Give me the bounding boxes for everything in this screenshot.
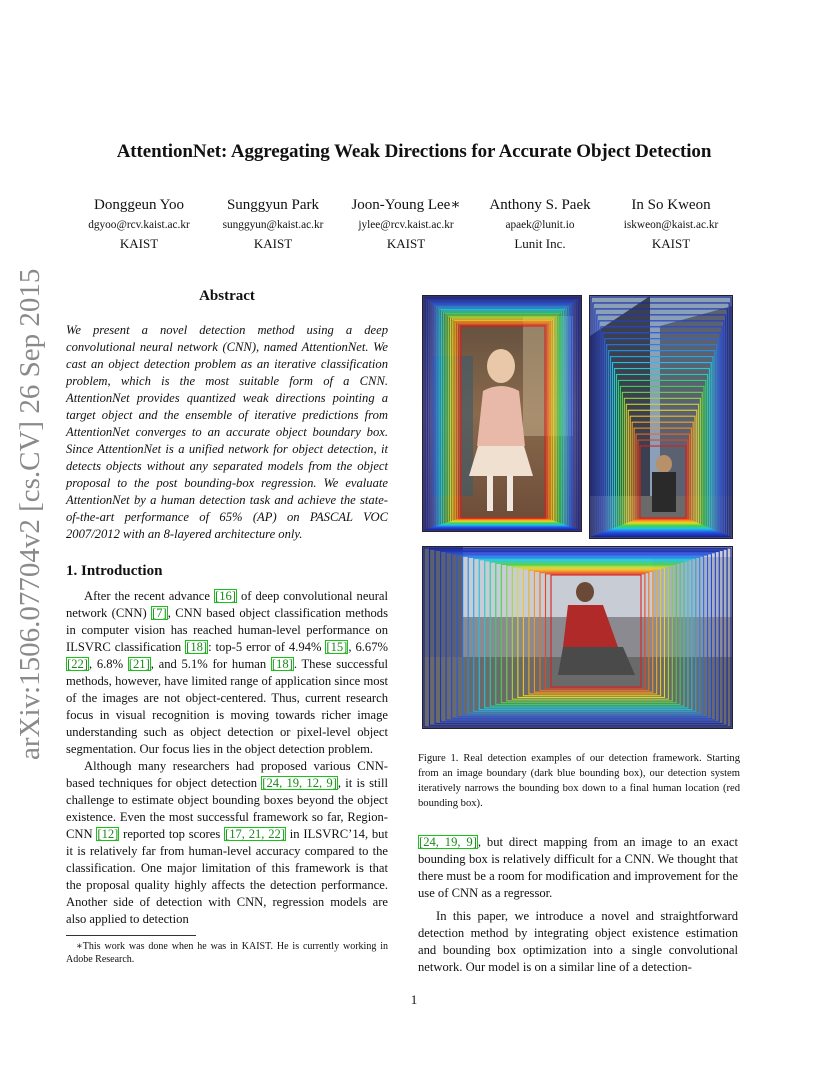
author-affiliation: Lunit Inc.: [514, 236, 566, 251]
citation-link[interactable]: [16]: [215, 589, 236, 603]
footnote: [66, 940, 388, 966]
introduction-body: [66, 588, 388, 928]
citation-link[interactable]: [24, 19, 12, 9]: [262, 776, 337, 790]
author-email: iskweon@kaist.ac.kr: [623, 219, 719, 231]
text-run: , but direct mapping from an image to an exact bounding box is relatively difficult for a CNN. We thought that there must be a room for modification and improvement for the use of CNN as a regressor.: [418, 835, 738, 900]
detection-example-1: [423, 296, 581, 531]
footnote-rule: [66, 935, 196, 936]
citation-link[interactable]: [17, 21, 22]: [225, 827, 286, 841]
author-1: [64, 196, 214, 252]
author-name: Anthony S. Paek: [489, 197, 591, 213]
author-2: [198, 196, 348, 252]
figure-image-sitting-man: [422, 546, 733, 729]
detection-example-2: [590, 296, 732, 538]
author-affiliation: KAIST: [386, 236, 426, 251]
text-run: Although many researchers had proposed various CNN-based techniques for object detection: [66, 759, 388, 790]
citation-link[interactable]: [15]: [326, 640, 348, 654]
detection-example-3: [423, 547, 732, 728]
author-name: Donggeun Yoo: [93, 197, 184, 213]
abstract-heading: Abstract: [199, 288, 255, 304]
author-name: Joon-Young Lee∗: [351, 197, 461, 213]
page-number: 1: [410, 992, 418, 1007]
text-run: of deep convolutional neural network (CNN): [66, 589, 388, 620]
author-name: In So Kweon: [631, 197, 711, 213]
author-email: jylee@rcv.kaist.ac.kr: [358, 219, 454, 231]
text-run: , 6.67%: [348, 640, 388, 654]
text-run: , CNN based object classification methods in computer vision has reached human-level performance on ILSVRC classification: [66, 606, 389, 654]
text-run: : top-5 error of 4.94%: [208, 640, 326, 654]
paper-title: AttentionNet: Aggregating Weak Directions for Accurate Object Detection: [116, 141, 712, 162]
citation-link[interactable]: [24, 19, 9]: [419, 835, 477, 849]
author-5: [596, 196, 746, 252]
figure-image-building: [589, 295, 733, 539]
citation-link[interactable]: [21]: [128, 657, 150, 671]
text-run: in ILSVRC’14, but it is relatively far from human-level accuracy compared to the classification. One major limitation of this framework is that the proposal quality highly affects the detection performance. Another side of detection with CNN, regression models are also applied to detection: [66, 827, 388, 926]
citation-link[interactable]: [18]: [271, 657, 293, 671]
author-name: Sunggyun Park: [226, 197, 320, 213]
footnote-text: ∗This work was done when he was in KAIST. He is currently working in Adobe Research.: [66, 941, 388, 965]
text-run: After the recent advance: [84, 589, 214, 603]
right-paragraph-2: In this paper, we introduce a novel and straightforward detection method by integrating object existence estimation and bounding box optimization into a single convolutional network. Our model is on a similar line of a detection-: [418, 909, 738, 974]
intro-paragraph-2: [66, 758, 388, 928]
intro-paragraph-1: [66, 588, 388, 758]
figure-caption: Figure 1. Real detection examples of our detection framework. Starting from an image boundary (dark blue bounding box), our detection system iteratively narrows the bounding box down to a final human location (red bounding box).: [418, 753, 740, 809]
abstract-text: We present a novel detection method using a deep convolutional neural network (CNN), named AttentionNet. We cast an object detection problem as an iterative classification problem, which is the most suitable form of a CNN. AttentionNet provides quantized weak directions pointing a target object and the ensemble of iterative predictions from AttentionNet converges to an accurate object boundary box. Since AttentionNet is a unified network for object detection, it detects objects without any separated models from the object proposal to the post bounding-box regression. We evaluate AttentionNet by a human detection task and achieve the state-of-the-art performance of 65% (AP) on PASCAL VOC 2007/2012 with an 8-layered architecture only.: [66, 323, 388, 541]
right-paragraph-1: [418, 834, 738, 902]
citation-link[interactable]: [7]: [152, 606, 167, 620]
author-email: dgyoo@rcv.kaist.ac.kr: [88, 219, 190, 231]
author-email: apaek@lunit.io: [505, 219, 575, 231]
right-column-body: [418, 834, 738, 976]
author-4: [465, 196, 615, 252]
text-run: , 6.8%: [88, 657, 128, 671]
author-3: [331, 196, 481, 252]
author-email: sunggyun@kaist.ac.kr: [222, 219, 324, 231]
arxiv-stamp[interactable]: arXiv:1506.07704v2 [cs.CV] 26 Sep 2015: [14, 268, 46, 760]
text-run: reported top scores: [119, 827, 224, 841]
citation-link[interactable]: [12]: [97, 827, 119, 841]
author-affiliation: KAIST: [253, 236, 293, 251]
figure-image-woman: [422, 295, 582, 532]
text-run: , it is still challenge to estimate object bounding boxes beyond the object existence. Even the most successful framework so far, Region-CNN: [66, 776, 388, 841]
author-affiliation: KAIST: [119, 236, 159, 251]
section-heading: 1. Introduction: [66, 563, 163, 579]
citation-link[interactable]: [22]: [67, 657, 88, 671]
text-run: . These successful methods, however, have limited range of application since most of the images are not object-centered. Thus, current research focus in visual recognition is moving towards richer image understanding such as object detection or pixel-level object segmentation. Our focus lies in the object detection problem.: [66, 657, 388, 756]
text-run: , and 5.1% for human: [150, 657, 271, 671]
citation-link[interactable]: [18]: [186, 640, 208, 654]
author-affiliation: KAIST: [651, 236, 691, 251]
